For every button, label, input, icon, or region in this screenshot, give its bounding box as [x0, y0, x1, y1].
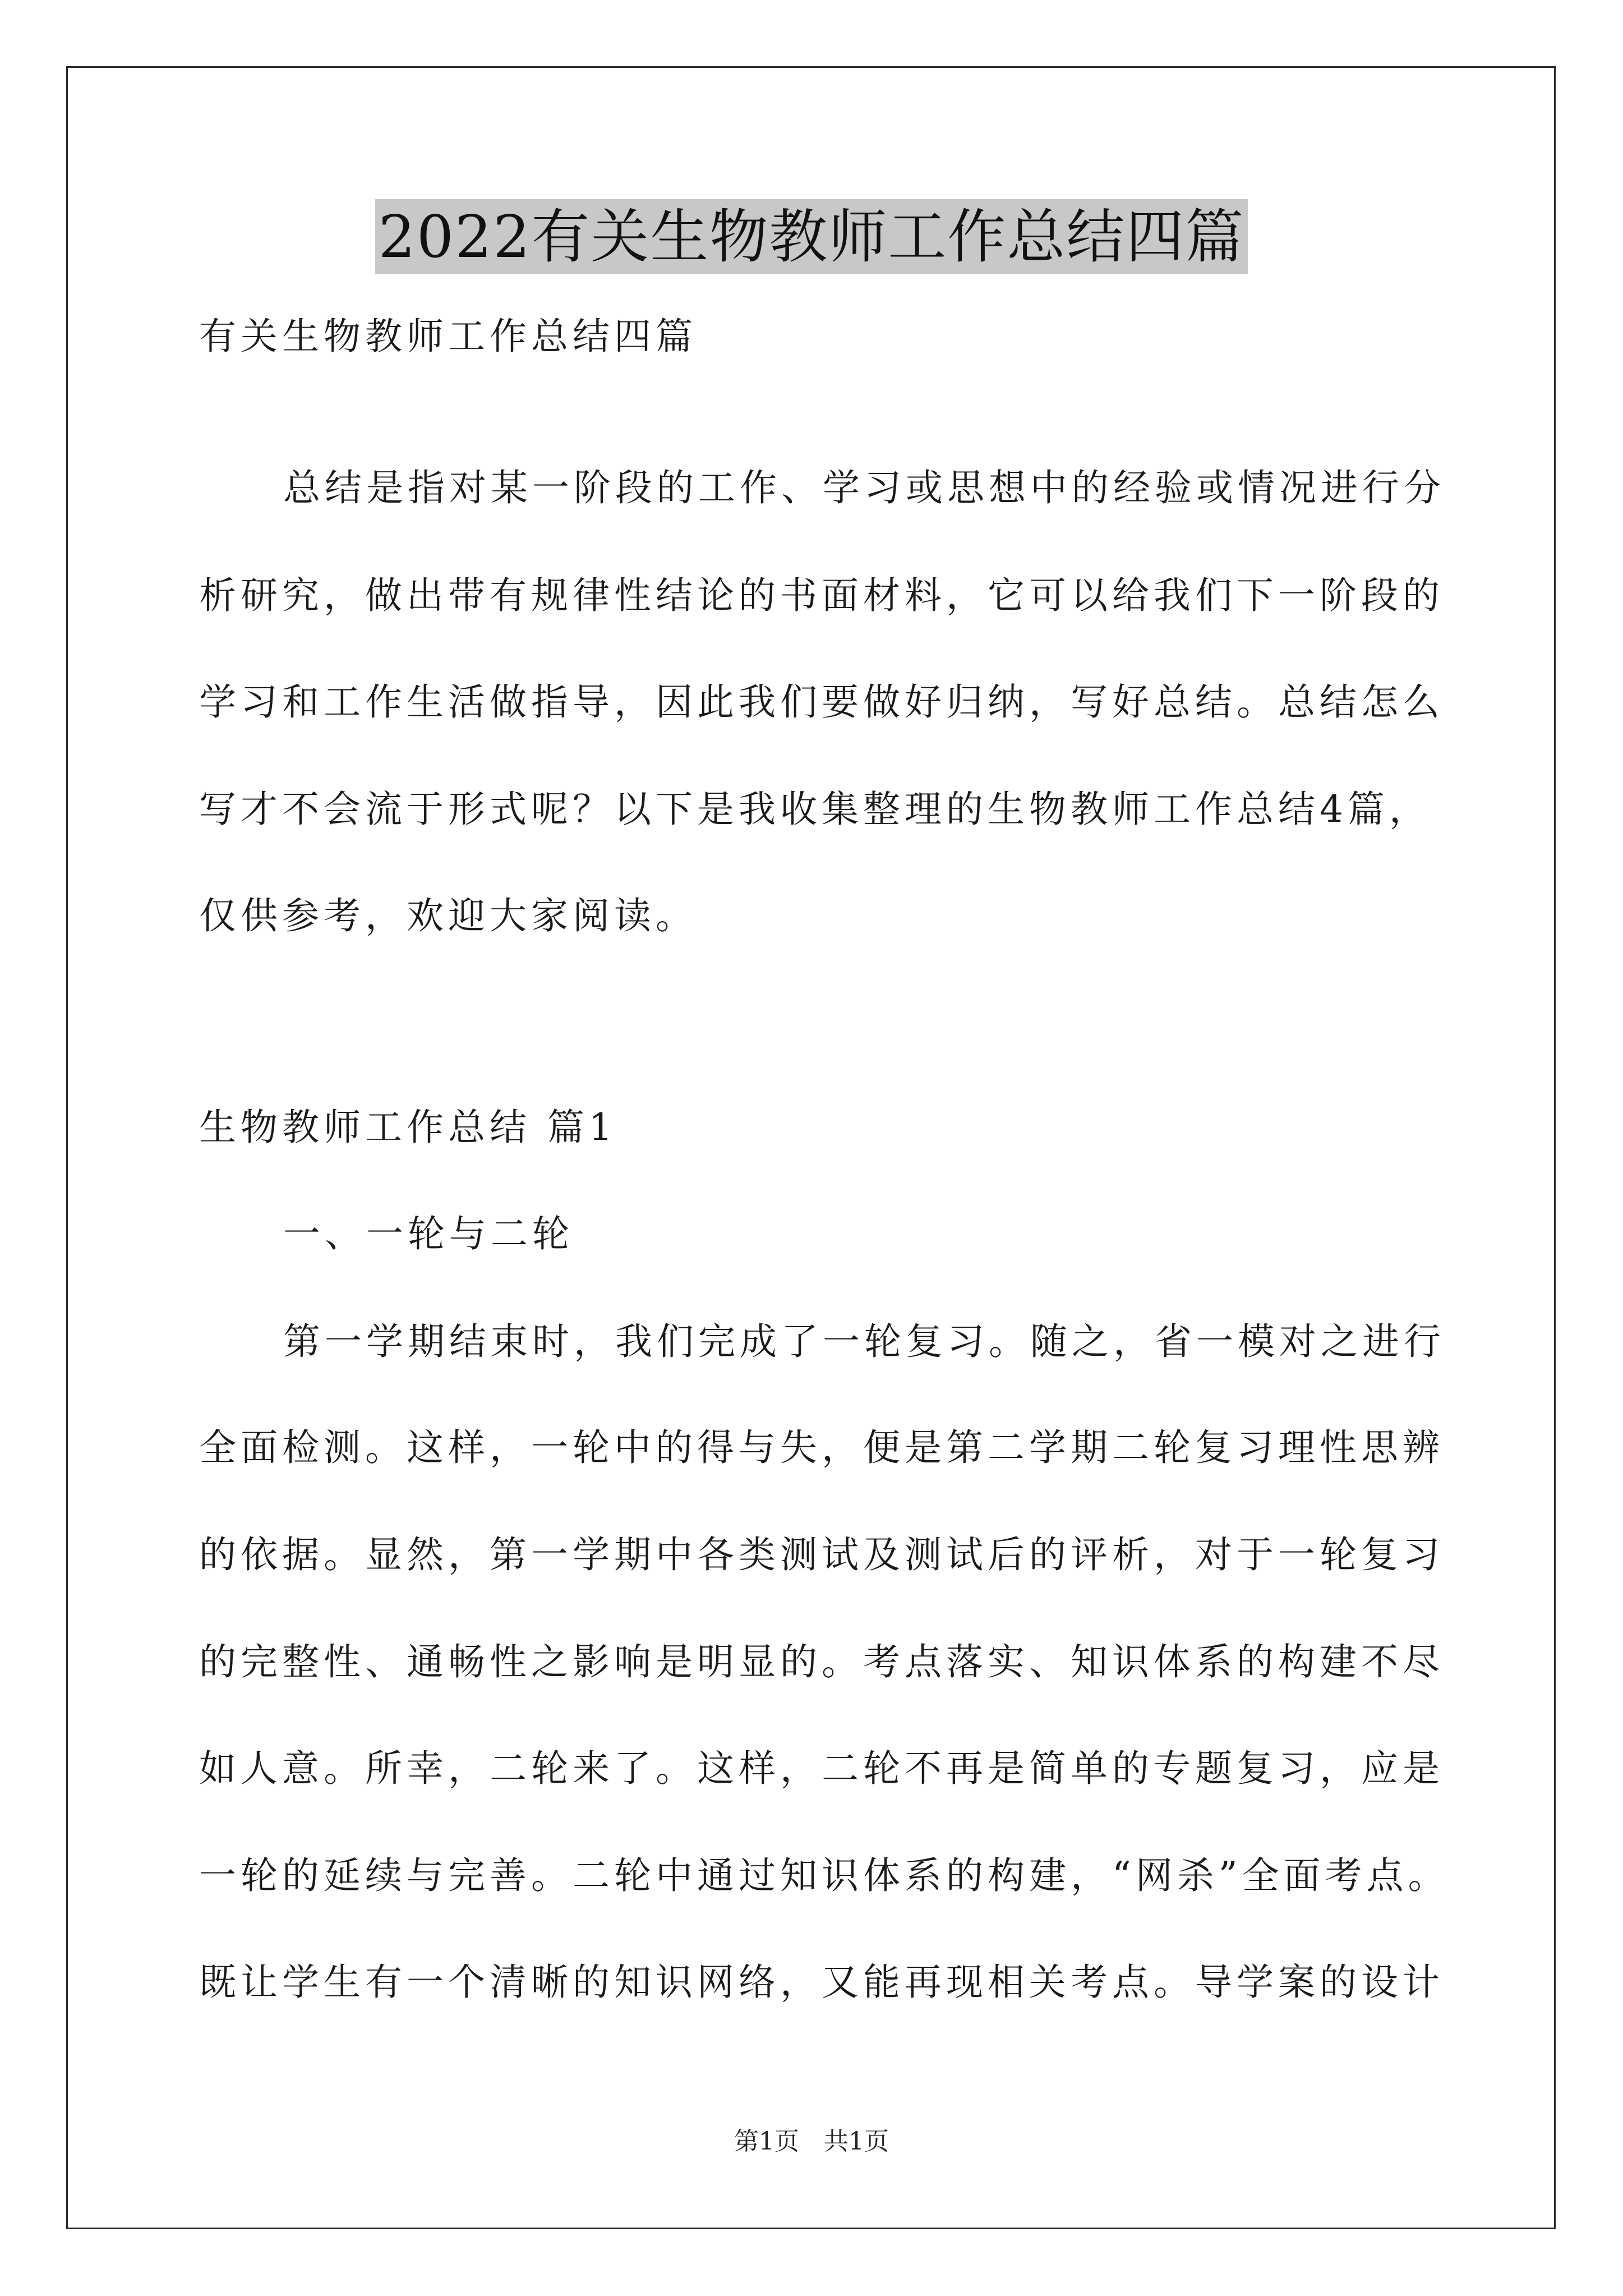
body-line-5: 如人意。所幸，二轮来了。这样，二轮不再是简单的专题复习，应是	[199, 1747, 1444, 1790]
section-heading: 生物教师工作总结 篇1	[199, 1106, 617, 1149]
subheading: 一、一轮与二轮	[283, 1212, 574, 1255]
intro-line-4: 写才不会流于形式呢？以下是我收集整理的生物教师工作总结4篇，	[199, 788, 1431, 831]
intro-line-3: 学习和工作生活做指导，因此我们要做好归纳，写好总结。总结怎么	[199, 680, 1444, 724]
body-line-4: 的完整性、通畅性之影响是明显的。考点落实、知识体系的构建不尽	[199, 1640, 1444, 1683]
body-line-3: 的依据。显然，第一学期中各类测试及测试后的评析，对于一轮复习	[199, 1533, 1444, 1576]
body-line-6: 一轮的延续与完善。二轮中通过知识体系的构建，“网杀”全面考点。	[199, 1854, 1450, 1897]
page-number-total: 共1页	[824, 2127, 889, 2156]
body-line-1: 第一学期结束时，我们完成了一轮复习。随之，省一模对之进行	[283, 1320, 1445, 1363]
page-number-current: 第1页	[734, 2127, 799, 2156]
document-title: 2022有关生物教师工作总结四篇	[375, 199, 1248, 274]
intro-line-5: 仅供参考，欢迎大家阅读。	[199, 894, 697, 937]
body-line-7: 既让学生有一个清晰的知识网络，又能再现相关考点。导学案的设计	[199, 1961, 1444, 2004]
intro-line-1: 总结是指对某一阶段的工作、学习或思想中的经验或情况进行分	[283, 466, 1445, 509]
intro-line-2: 析研究，做出带有规律性结论的书面材料，它可以给我们下一阶段的	[199, 574, 1444, 617]
subtitle: 有关生物教师工作总结四篇	[199, 315, 697, 358]
title-wrapper	[0, 199, 1623, 274]
page-footer	[0, 2126, 1623, 2157]
body-line-2: 全面检测。这样，一轮中的得与失，便是第二学期二轮复习理性思辨	[199, 1426, 1444, 1469]
